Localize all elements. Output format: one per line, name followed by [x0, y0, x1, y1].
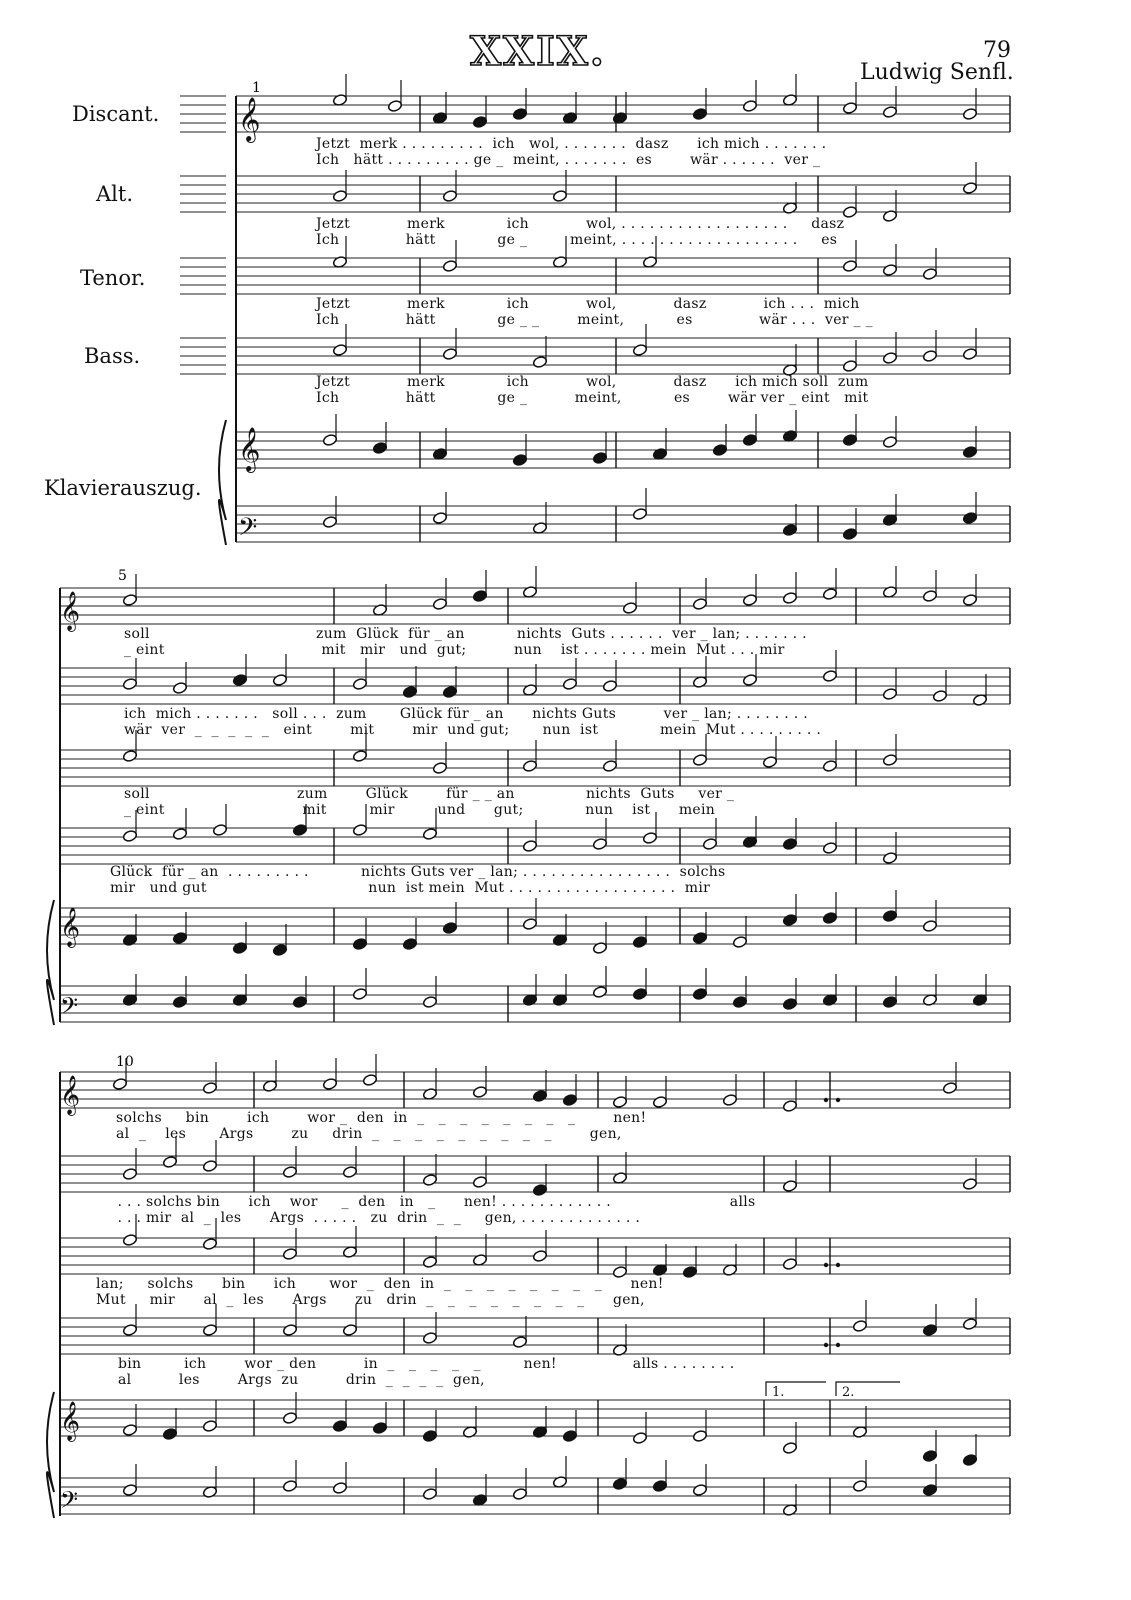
half-note	[202, 1237, 217, 1250]
half-note	[822, 587, 837, 600]
repeat-dot	[836, 1098, 840, 1102]
quarter-note	[742, 433, 757, 446]
half-note	[742, 673, 757, 686]
half-note	[782, 1179, 797, 1192]
half-note	[622, 601, 637, 614]
repeat-dot	[836, 1263, 840, 1267]
half-note	[352, 987, 367, 1000]
lyric-alt-1: ich mich . . . . . . . soll . . . zum Glück für _ an nichts Guts ver _ lan; . . . . . . . .	[124, 706, 808, 722]
quarter-note	[162, 1427, 177, 1440]
half-note	[172, 681, 187, 694]
half-note	[202, 1323, 217, 1336]
half-note	[632, 1431, 647, 1444]
half-note	[962, 593, 977, 606]
clef-icon: 𝄢	[60, 992, 79, 1025]
half-note	[432, 511, 447, 524]
half-note	[442, 259, 457, 272]
composer-name: Ludwig Senfl.	[860, 60, 1014, 85]
lyric-alt-2: . . . mir al _ les Args . . . . . zu drin _ _ gen, . . . . . . . . . . . . .	[108, 1210, 641, 1226]
half-note	[922, 267, 937, 280]
half-note	[122, 593, 137, 606]
half-note	[692, 1483, 707, 1496]
half-note	[122, 749, 137, 762]
half-note	[592, 837, 607, 850]
half-note	[932, 689, 947, 702]
quarter-note	[442, 921, 457, 934]
lyric-alt-1: Jetzt merk ich wol, . . . . . . . . . . . . . . . . . . dasz	[316, 216, 845, 232]
half-note	[882, 435, 897, 448]
quarter-note	[232, 673, 247, 686]
half-note	[782, 1099, 797, 1112]
half-note	[652, 1095, 667, 1108]
half-note	[422, 1331, 437, 1344]
quarter-note	[842, 527, 857, 540]
quarter-note	[352, 937, 367, 950]
quarter-note	[592, 451, 607, 464]
half-note	[962, 347, 977, 360]
measure-number: 1	[252, 80, 261, 96]
voice-label-discant: Discant.	[72, 102, 160, 126]
repeat-dot	[824, 1343, 828, 1347]
half-note	[922, 919, 937, 932]
piano-brace	[219, 420, 226, 545]
half-note	[962, 181, 977, 194]
lyric-bass-1: Glück für _ an . . . . . . . . . nichts Guts ver _ lan; . . . . . . . . . . . . . . . . solchs	[110, 864, 726, 880]
lyric-tenor-1: lan; solchs bin ich wor _ den in _ _ _ _ _ _ _ _ nen!	[96, 1276, 664, 1292]
clef-icon: 𝄞	[238, 97, 261, 141]
voice-label-klavierauszug: Klavierauszug.	[44, 476, 202, 500]
lyric-bass-2: al les Args zu drin _ _ _ _ gen,	[118, 1372, 485, 1388]
half-note	[472, 1085, 487, 1098]
half-note	[342, 1165, 357, 1178]
half-note	[882, 351, 897, 364]
half-note	[742, 593, 757, 606]
half-note	[922, 349, 937, 362]
half-note	[692, 1429, 707, 1442]
clef-icon: 𝄞	[60, 1075, 81, 1115]
volta-number: 2.	[842, 1385, 855, 1400]
half-note	[552, 189, 567, 202]
quarter-note	[332, 1419, 347, 1432]
half-note	[842, 359, 857, 372]
half-note	[822, 759, 837, 772]
half-note	[352, 823, 367, 836]
half-note	[332, 189, 347, 202]
lyric-alt-1: . . . solchs bin ich wor _ den in _ nen! . . . . . . . . . . . . alls	[108, 1194, 756, 1210]
lyric-discant-1: soll zum Glück für _ an nichts Guts . . . . . . ver _ lan; . . . . . . .	[124, 626, 807, 642]
half-note	[632, 343, 647, 356]
clef-icon: 𝄞	[238, 427, 261, 471]
half-note	[422, 1255, 437, 1268]
lyric-discant-1: Jetzt merk . . . . . . . . . ich wol, . . . . . . . dasz ich mich . . . . . . .	[316, 136, 827, 152]
half-note	[422, 827, 437, 840]
half-note	[472, 1175, 487, 1188]
quarter-note	[822, 911, 837, 924]
half-note	[122, 1423, 137, 1436]
clef-icon: 𝄢	[60, 1486, 79, 1519]
piece-number: XXIX.	[470, 28, 606, 75]
quarter-note	[402, 685, 417, 698]
quarter-note	[292, 995, 307, 1008]
half-note	[122, 1167, 137, 1180]
half-note	[442, 189, 457, 202]
lyric-alt-2: wär ver _ _ _ _ _ eint mit mir und gut; nun ist mein Mut . . . . . . . . .	[124, 722, 822, 738]
half-note	[422, 995, 437, 1008]
quarter-note	[172, 995, 187, 1008]
quarter-note	[272, 943, 287, 956]
repeat-dot	[824, 1263, 828, 1267]
half-note	[202, 1159, 217, 1172]
quarter-note	[232, 941, 247, 954]
half-note	[442, 347, 457, 360]
half-note	[822, 841, 837, 854]
half-note	[282, 1165, 297, 1178]
half-note	[642, 831, 657, 844]
quarter-note	[922, 1483, 937, 1496]
half-note	[432, 597, 447, 610]
half-note	[282, 1411, 297, 1424]
half-note	[722, 1093, 737, 1106]
quarter-note	[882, 909, 897, 922]
piano-brace	[47, 900, 54, 1025]
quarter-note	[512, 107, 527, 120]
half-note	[362, 1073, 377, 1086]
half-note	[322, 515, 337, 528]
quarter-note	[692, 931, 707, 944]
half-note	[122, 1323, 137, 1336]
half-note	[532, 1249, 547, 1262]
half-note	[962, 1317, 977, 1330]
quarter-note	[652, 1479, 667, 1492]
half-note	[332, 343, 347, 356]
repeat-dot	[824, 1098, 828, 1102]
lyric-tenor-1: soll zum Glück für _ _ an nichts Guts ver _	[124, 786, 735, 802]
half-note	[212, 823, 227, 836]
half-note	[742, 99, 757, 112]
half-note	[882, 105, 897, 118]
quarter-note	[782, 523, 797, 536]
quarter-note	[562, 1429, 577, 1442]
lyric-discant-1: solchs bin ich wor _ den in _ _ _ _ _ _ _ _ nen!	[116, 1110, 647, 1126]
half-note	[692, 753, 707, 766]
half-note	[532, 355, 547, 368]
quarter-note	[632, 935, 647, 948]
quarter-note	[292, 823, 307, 836]
half-note	[822, 669, 837, 682]
half-note	[282, 1247, 297, 1260]
lyric-tenor-2: _ eint mit mir und gut; nun ist mein	[124, 802, 716, 818]
half-note	[122, 829, 137, 842]
clef-icon: 𝄞	[60, 1401, 81, 1441]
half-note	[592, 985, 607, 998]
lyric-discant-2: Ich hätt . . . . . . . . . ge _ meint, . . . . . . . es wär . . . . . . ver _	[316, 152, 821, 168]
half-note	[522, 759, 537, 772]
quarter-note	[472, 115, 487, 128]
quarter-note	[472, 589, 487, 602]
quarter-note	[372, 1421, 387, 1434]
half-note	[852, 1479, 867, 1492]
half-note	[122, 677, 137, 690]
quarter-note	[532, 1089, 547, 1102]
half-note	[162, 1155, 177, 1168]
quarter-note	[422, 1429, 437, 1442]
half-note	[202, 1081, 217, 1094]
voice-label-tenor: Tenor.	[80, 266, 146, 290]
half-note	[352, 749, 367, 762]
quarter-note	[442, 685, 457, 698]
half-note	[562, 677, 577, 690]
quarter-note	[922, 1449, 937, 1462]
lyric-tenor-2: Ich hätt ge _ _ meint, es wär . . . ver _ _	[316, 312, 873, 328]
half-note	[322, 433, 337, 446]
half-note	[942, 1081, 957, 1094]
quarter-note	[402, 937, 417, 950]
half-note	[842, 101, 857, 114]
half-note	[842, 205, 857, 218]
lyric-discant-2: _ eint mit mir und gut; nun ist . . . . . . . mein Mut . . . mir	[124, 642, 785, 658]
measure-number: 5	[118, 568, 127, 584]
lyric-bass-2: mir und gut nun ist mein Mut . . . . . . . . . . . . . . . . . . mir	[110, 880, 711, 896]
half-note	[762, 755, 777, 768]
half-note	[512, 1487, 527, 1500]
half-note	[782, 1441, 797, 1454]
half-note	[352, 677, 367, 690]
half-note	[882, 209, 897, 222]
quarter-note	[512, 453, 527, 466]
half-note	[422, 1173, 437, 1186]
lyric-tenor-1: Jetzt merk ich wol, dasz ich . . . mich	[316, 296, 860, 312]
half-note	[422, 1487, 437, 1500]
voice-label-alt: Alt.	[96, 182, 133, 206]
quarter-note	[732, 995, 747, 1008]
half-note	[342, 1323, 357, 1336]
half-note	[522, 839, 537, 852]
half-note	[782, 1257, 797, 1270]
half-note	[962, 107, 977, 120]
half-note	[122, 1483, 137, 1496]
quarter-note	[782, 837, 797, 850]
half-note	[112, 1077, 127, 1090]
quarter-note	[692, 107, 707, 120]
repeat-dot	[836, 1343, 840, 1347]
half-note	[272, 673, 287, 686]
half-note	[602, 679, 617, 692]
lyric-discant-2: al _ les Args zu drin _ _ _ _ _ _ _ _ _ gen,	[116, 1126, 622, 1142]
half-note	[612, 1095, 627, 1108]
clef-icon: 𝄢	[238, 513, 258, 548]
half-note	[202, 1419, 217, 1432]
half-note	[702, 837, 717, 850]
page-number: 79	[983, 38, 1011, 63]
half-note	[602, 759, 617, 772]
quarter-note	[682, 1265, 697, 1278]
quarter-note	[962, 511, 977, 524]
quarter-note	[372, 441, 387, 454]
half-note	[632, 507, 647, 520]
half-note	[782, 591, 797, 604]
half-note	[882, 851, 897, 864]
half-note	[332, 1481, 347, 1494]
lyric-tenor-2: Mut mir al _ les Args zu drin _ _ _ _ _ _ _ _ gen,	[96, 1292, 645, 1308]
quarter-note	[922, 1323, 937, 1336]
half-note	[962, 1177, 977, 1190]
quarter-note	[712, 443, 727, 456]
quarter-note	[562, 1093, 577, 1106]
lyric-alt-2: Ich hätt ge _ meint, . . . . . . . . . . . . . . . . . . . es	[316, 232, 838, 248]
quarter-note	[962, 1453, 977, 1466]
measure-number: 10	[116, 1054, 134, 1070]
half-note	[122, 1233, 137, 1246]
half-note	[282, 1479, 297, 1492]
quarter-note	[782, 997, 797, 1010]
lyric-bass-2: Ich hätt ge _ meint, es wär ver _ eint mit	[316, 390, 869, 406]
quarter-note	[962, 445, 977, 458]
quarter-note	[842, 433, 857, 446]
quarter-note	[172, 931, 187, 944]
volta-number: 1.	[772, 1385, 785, 1400]
half-note	[282, 1323, 297, 1336]
half-note	[852, 1319, 867, 1332]
half-note	[882, 753, 897, 766]
half-note	[592, 941, 607, 954]
lyric-bass-1: Jetzt merk ich wol, dasz ich mich soll zum	[316, 374, 869, 390]
quarter-note	[612, 1477, 627, 1490]
half-note	[922, 589, 937, 602]
half-note	[387, 99, 402, 112]
piano-brace	[47, 1392, 54, 1518]
half-note	[322, 1077, 337, 1090]
half-note	[512, 1335, 527, 1348]
half-note	[842, 259, 857, 272]
half-note	[882, 687, 897, 700]
voice-label-bass: Bass.	[84, 344, 141, 368]
half-note	[172, 827, 187, 840]
lyric-bass-1: bin ich wor _ den in _ _ _ _ _ nen! alls . . . . . . . .	[118, 1356, 735, 1372]
half-note	[882, 263, 897, 276]
clef-icon: 𝄞	[60, 907, 81, 947]
half-note	[692, 597, 707, 610]
half-note	[732, 935, 747, 948]
quarter-note	[632, 987, 647, 1000]
clef-icon: 𝄞	[60, 591, 81, 631]
quarter-note	[782, 913, 797, 926]
quarter-note	[882, 995, 897, 1008]
half-note	[432, 761, 447, 774]
half-note	[522, 917, 537, 930]
quarter-note	[692, 987, 707, 1000]
